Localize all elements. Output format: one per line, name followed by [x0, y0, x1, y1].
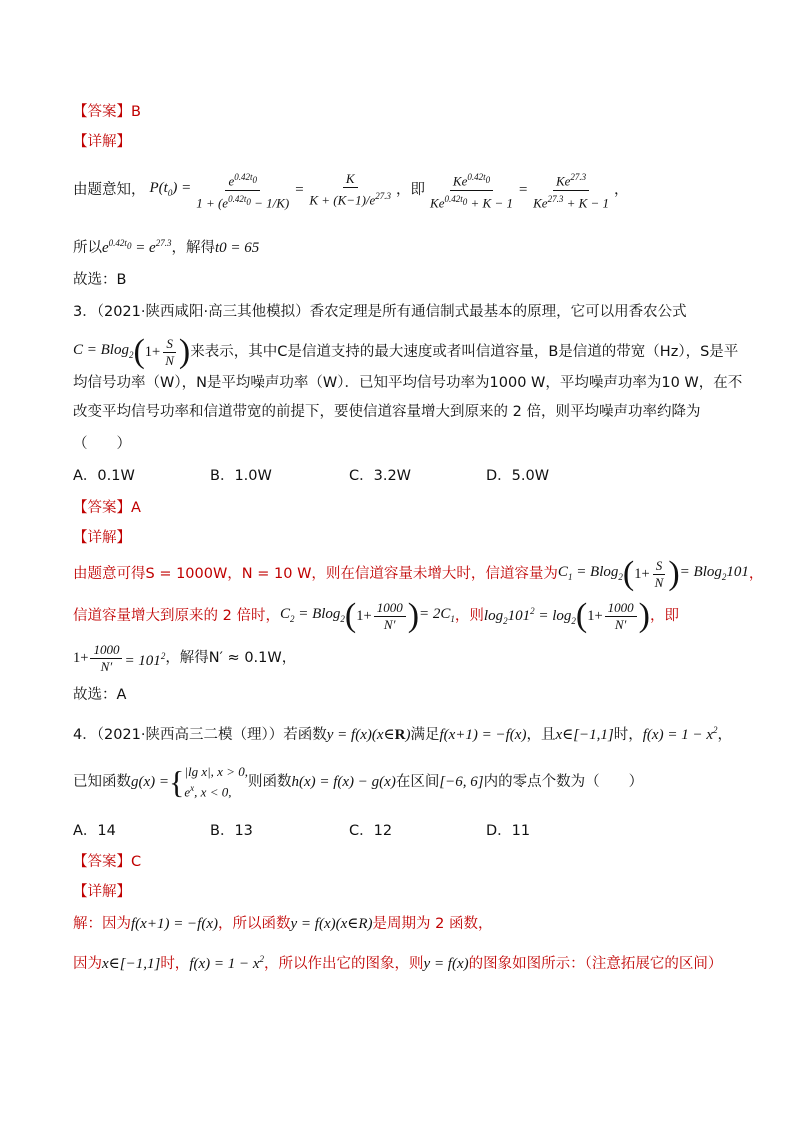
q2-answer-line — [73, 102, 141, 122]
q3-solution-line-3: 1+ $\frac{1000}{N'}$ = $101^2$ ，解得N′ ≈ 0.1W， — [73, 641, 297, 674]
q3-option-a: A．0.1W — [73, 468, 135, 484]
q4-stem-text-2a: 已知函数 — [73, 774, 131, 790]
q3-solution-line-2: 信道容量增大到原来的 2 倍时， $C_2 = Blog_2$ ( 1+ $\frac{1000}{N'}$ ) = $2C_1$ ，则 $\log_2101^2 = \log_2$ ( 1+ $\frac{1000}{N'}$ ) ，即 — [73, 597, 679, 634]
formula-frac-2: $\frac{K}{K + (K-1)/e^{27.3}}$ — [309, 171, 392, 208]
formula-p-t0: $P(t_0)$ = — [149, 179, 192, 198]
q3-answer-line — [73, 498, 141, 518]
q2-formula-line: 由题意知， $P(t_0)$ = $\frac{e^{0.42t_0}}{1 + (e^{0.42t_0} - 1/K)}$ = $\frac{K}{K + (K-1)/e^{27.3}}$ ，即 $\frac{Ke^{0.42t_0}}{Ke^{0.42t_0} + K - 1}$ = $\frac{Ke^{27.3}}{Ke^{27.3} + K - 1}$ ， — [73, 171, 629, 210]
shannon-formula: C = Blog$_2$ — [73, 341, 134, 360]
q3-option-d: D．5.0W — [486, 468, 550, 484]
q2-choose — [73, 270, 126, 290]
answer-tag: 【答案】 — [73, 500, 131, 516]
q2-conclusion-line — [73, 233, 259, 258]
formula-frac-4: $\frac{Ke^{27.3}}{Ke^{27.3} + K - 1}$ — [533, 172, 610, 210]
q4-sol-text-2b: 时， — [160, 956, 190, 972]
formula-frac-1: $\frac{e^{0.42t_0}}{1 + (e^{0.42t_0} - 1/K)}$ — [196, 172, 290, 210]
q4-stem-text-2d: 内的零点个数为（ ） — [483, 774, 644, 790]
q3-option-c: C．3.2W — [349, 468, 412, 484]
q4-option-d: D．11 — [486, 823, 531, 839]
q4-sol-text-1c: 是周期为 2 函数， — [372, 916, 493, 932]
q3-stem-line-1 — [73, 302, 687, 322]
choose-text: 故选：B — [73, 272, 127, 288]
so-prefix: 所以 — [73, 240, 102, 256]
detail-tag: 【详解】 — [73, 884, 131, 900]
q4-stem-line-1: 4．（2021·陕西高三二模（理））若函数y = f(x)(x∈R)满足f(x+1) = −f(x)，且x∈[−1,1]时，$f(x) = 1 - x^2$， — [73, 725, 732, 743]
answer-tag: 【答案】 — [73, 854, 131, 870]
known-prefix: 由题意知， — [73, 182, 146, 198]
connector-ji: ，即 — [396, 182, 426, 198]
piecewise-cases: |lg x|, x > 0, $e^x$, x < 0, — [184, 763, 248, 800]
q4-detail-tag — [73, 882, 131, 902]
q4-sol-text-2a: 因为 — [73, 956, 102, 972]
q3-solution-line-1: 由题意可得S = 1000W，N = 10 W，则在信道容量未增大时，信道容量为 $C_1 = Blog_2$ ( 1+ $\frac{S}{N}$ ) = Blog$_2$101 ， — [73, 555, 764, 592]
q3-option-b: B．1.0W — [210, 468, 272, 484]
solve-text: ，解得 — [171, 240, 215, 256]
q3-sol-text-3: ，解得N′ ≈ 0.1W， — [165, 650, 297, 666]
q3-stem-line-2: C = Blog$_2$ ( 1+ $\frac{S}{N}$ ) 来表示，其中C是信道支持的最大速度或者叫信道容量，B是信道的带宽（Hz），S是平 — [73, 333, 739, 370]
q3-detail-tag — [73, 528, 131, 548]
t0-value: t0 = 65 — [214, 240, 260, 256]
q3-stem-line-3 — [73, 373, 742, 393]
q3-sol-text-1: 由题意可得S = 1000W，N = 10 W，则在信道容量未增大时，信道容量为 — [73, 566, 558, 582]
q4-stem-text-1b: 满足 — [410, 727, 440, 743]
q3-sol-text-2c: ，即 — [649, 608, 679, 624]
q4-solution-line-2: 因为x∈[−1,1]时，$f(x) = 1 - x^2$，所以作出它的图象，则y = f(x)的图象如图所示：（注意拓展它的区间） — [73, 954, 723, 972]
q4-stem-text-1c: ，且 — [526, 727, 556, 743]
eq-exponent: $e^{0.42t_0} = e^{27.3}$ — [102, 238, 172, 256]
q4-answer-line — [73, 852, 141, 872]
q4-option-c: C．12 — [349, 823, 393, 839]
q4-sol-text-1b: ，所以函数 — [218, 916, 291, 932]
q4-stem-text-2c: 在区间 — [395, 774, 440, 790]
answer-value: B — [131, 104, 141, 120]
q3-stem-text-4: 改变平均信号功率和信道带宽的前提下，要使信道容量增大到原来的 2 倍，则平均噪声功率约降为 — [73, 404, 701, 420]
q4-sol-text-2d: 的图象如图所示：（注意拓展它的区间） — [468, 956, 723, 972]
formula-frac-3: $\frac{Ke^{0.42t_0}}{Ke^{0.42t_0} + K - 1}$ — [430, 172, 513, 210]
q3-stem-line-5 — [73, 434, 131, 454]
q4-solution-line-1: 解：因为f(x+1) = −f(x)，所以函数y = f(x)(x∈R)是周期为 2 函数， — [73, 916, 493, 932]
q3-stem-line-4 — [73, 402, 700, 422]
q3-sol-text-2b: ，则 — [454, 608, 484, 624]
q3-sol-text-2: 信道容量增大到原来的 2 倍时， — [73, 608, 280, 624]
q4-sol-text-2c: ，所以作出它的图象，则 — [264, 956, 424, 972]
q4-stem-text-2b: 则函数 — [247, 774, 292, 790]
answer-value: C — [131, 854, 142, 870]
q3-stem-text-1: 3．（2021·陕西咸阳·高三其他模拟）香农定理是所有通信制式最基本的原理，它可以用香农公式 — [73, 304, 687, 320]
choose-text: 故选：A — [73, 687, 127, 703]
detail-tag: 【详解】 — [73, 134, 131, 150]
q4-option-b: B．13 — [210, 823, 253, 839]
answer-tag: 【答案】 — [73, 104, 131, 120]
q3-stem-text-5: （ ） — [73, 436, 131, 452]
q4-option-a: A．14 — [73, 823, 116, 839]
q3-stem-text-3: 均信号功率（W），N是平均噪声功率（W）．已知平均信号功率为1000 W，平均噪声功率为10 W，在不 — [73, 375, 743, 391]
detail-tag: 【详解】 — [73, 530, 131, 546]
q4-stem-line-2: 已知函数 g(x) = { |lg x|, x > 0, $e^x$, x < 0, 则函数 h(x) = f(x) − g(x) 在区间 [−6, 6] 内的零点个数为（ ） — [73, 763, 644, 800]
q4-stem-text-1a: 4．（2021·陕西高三二模（理））若函数 — [73, 727, 327, 743]
answer-value: A — [131, 500, 141, 516]
q2-detail-tag — [73, 132, 131, 152]
q3-choose — [73, 685, 126, 705]
q4-stem-text-1d: 时， — [613, 727, 643, 743]
q3-stem-text-2: 来表示，其中C是信道支持的最大速度或者叫信道容量，B是信道的带宽（Hz），S是平 — [190, 344, 739, 360]
q4-sol-text-1a: 解：因为 — [73, 916, 131, 932]
